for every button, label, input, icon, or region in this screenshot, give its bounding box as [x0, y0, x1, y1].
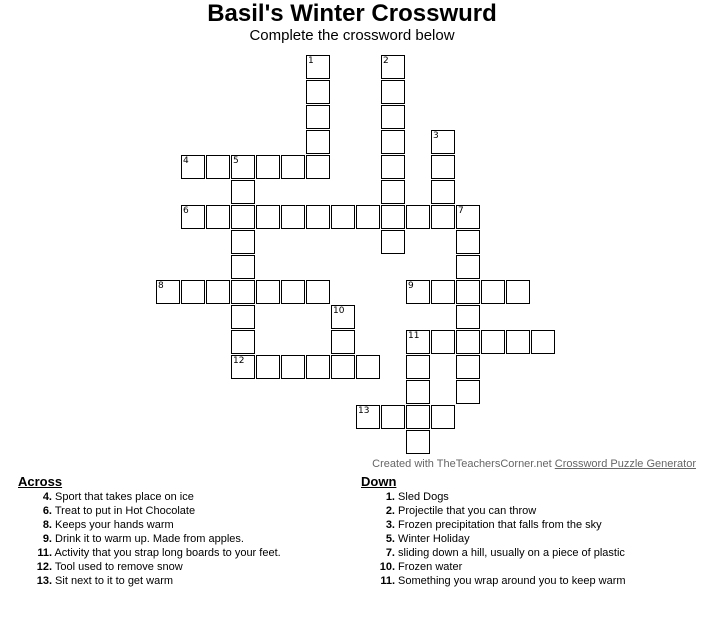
grid-cell[interactable]: [331, 205, 355, 229]
grid-cell[interactable]: [381, 55, 405, 79]
grid-cell[interactable]: [231, 255, 255, 279]
grid-cell[interactable]: [206, 155, 230, 179]
down-list: [361, 490, 626, 588]
clue-item-number: 1.: [385, 491, 395, 503]
clue-number: 7: [458, 206, 464, 216]
grid-cell[interactable]: [481, 330, 505, 354]
grid-cell[interactable]: [431, 130, 455, 154]
clue-item: [375, 574, 626, 588]
credit-line: [372, 458, 696, 470]
clue-item-number: 8.: [42, 519, 52, 531]
grid-cell[interactable]: [456, 305, 480, 329]
credit-text: Created with TheTeachersCorner.net: [372, 458, 552, 470]
clue-item-number: 12.: [36, 561, 52, 573]
grid-cell[interactable]: [306, 105, 330, 129]
clue-item: [32, 518, 281, 532]
clue-item-number: 9.: [42, 533, 52, 545]
grid-cell[interactable]: [381, 230, 405, 254]
clue-number: 10: [333, 306, 345, 316]
grid-cell[interactable]: [406, 380, 430, 404]
clue-item: [375, 518, 626, 532]
clue-number: 2: [383, 56, 389, 66]
grid-cell[interactable]: [281, 155, 305, 179]
grid-cell[interactable]: [256, 205, 280, 229]
clue-item-number: 6.: [42, 505, 52, 517]
grid-cell[interactable]: [406, 205, 430, 229]
grid-cell[interactable]: [456, 280, 480, 304]
clue-number: 12: [233, 356, 245, 366]
clue-item-number: 3.: [385, 519, 395, 531]
grid-cell[interactable]: [406, 405, 430, 429]
grid-cell[interactable]: [331, 330, 355, 354]
grid-cell[interactable]: [381, 205, 405, 229]
clue-number: 11: [408, 331, 420, 341]
clue-item-text: Activity that you strap long boards to your feet.: [52, 547, 281, 559]
clue-number: 5: [233, 156, 239, 166]
grid-cell[interactable]: [306, 280, 330, 304]
clue-item-text: Something you wrap around you to keep warm: [395, 575, 626, 587]
grid-cell[interactable]: [381, 405, 405, 429]
grid-cell[interactable]: [231, 180, 255, 204]
clue-item-text: Frozen water: [395, 561, 463, 573]
clue-item-text: Drink it to warm up. Made from apples.: [52, 533, 244, 545]
grid-cell[interactable]: [456, 355, 480, 379]
clue-item: [375, 560, 626, 574]
grid-cell[interactable]: [231, 305, 255, 329]
across-list: [18, 490, 281, 588]
clue-item-number: 7.: [385, 547, 395, 559]
grid-cell[interactable]: [456, 330, 480, 354]
grid-cell[interactable]: [231, 355, 255, 379]
clue-item-text: Winter Holiday: [395, 533, 470, 545]
across-clues: [18, 474, 281, 588]
grid-cell[interactable]: [456, 255, 480, 279]
grid-cell[interactable]: [431, 180, 455, 204]
clue-item: [375, 504, 626, 518]
grid-cell[interactable]: [331, 355, 355, 379]
grid-cell[interactable]: [531, 330, 555, 354]
grid-cell[interactable]: [406, 280, 430, 304]
grid-cell[interactable]: [281, 355, 305, 379]
page-subtitle: Complete the crossword below: [249, 27, 455, 44]
clue-item: [32, 546, 281, 560]
grid-cell[interactable]: [406, 330, 430, 354]
grid-cell[interactable]: [456, 230, 480, 254]
grid-cell[interactable]: [456, 205, 480, 229]
grid-cell[interactable]: [281, 205, 305, 229]
clue-item: [375, 490, 626, 504]
grid-cell[interactable]: [381, 180, 405, 204]
across-heading: Across: [18, 474, 63, 489]
grid-cell[interactable]: [456, 380, 480, 404]
grid-cell[interactable]: [306, 155, 330, 179]
grid-cell[interactable]: [181, 205, 205, 229]
grid-cell[interactable]: [281, 280, 305, 304]
clue-number: 9: [408, 281, 414, 291]
down-clues: [361, 474, 626, 588]
page-title: Basil's Winter Crosswurd: [207, 0, 497, 27]
clue-item-number: 4.: [42, 491, 52, 503]
grid-cell[interactable]: [306, 130, 330, 154]
clue-item-text: Sit next to it to get warm: [52, 575, 174, 587]
clue-item-text: Sport that takes place on ice: [52, 491, 194, 503]
grid-cell[interactable]: [431, 155, 455, 179]
clue-item-number: 11.: [37, 547, 52, 559]
grid-cell[interactable]: [431, 330, 455, 354]
clue-item: [375, 546, 626, 560]
grid-cell[interactable]: [231, 280, 255, 304]
grid-cell[interactable]: [181, 280, 205, 304]
clue-number: 3: [433, 131, 439, 141]
grid-cell[interactable]: [381, 130, 405, 154]
clue-item: [32, 490, 281, 504]
clue-item-text: sliding down a hill, usually on a piece of plastic: [395, 547, 625, 559]
clue-number: 1: [308, 56, 314, 66]
clue-item-number: 10.: [379, 561, 395, 573]
clue-item-number: 5.: [385, 533, 395, 545]
grid-cell[interactable]: [356, 205, 380, 229]
clue-item-text: Projectile that you can throw: [395, 505, 537, 517]
grid-cell[interactable]: [506, 280, 530, 304]
grid-cell[interactable]: [356, 355, 380, 379]
grid-cell[interactable]: [381, 105, 405, 129]
grid-cell[interactable]: [306, 80, 330, 104]
clue-item-number: 11.: [380, 575, 395, 587]
grid-cell[interactable]: [331, 305, 355, 329]
clue-item-number: 2.: [385, 505, 395, 517]
clue-item-text: Frozen precipitation that falls from the sky: [395, 519, 602, 531]
grid-cell[interactable]: [431, 405, 455, 429]
grid-cell[interactable]: [431, 280, 455, 304]
grid-cell[interactable]: [181, 155, 205, 179]
clue-item: [32, 560, 281, 574]
grid-cell[interactable]: [381, 80, 405, 104]
clue-number: 13: [358, 406, 370, 416]
grid-cell[interactable]: [156, 280, 180, 304]
grid-cell[interactable]: [256, 355, 280, 379]
clue-number: 6: [183, 206, 189, 216]
clue-item: [32, 504, 281, 518]
grid-cell[interactable]: [431, 205, 455, 229]
clue-item: [32, 532, 281, 546]
grid-cell[interactable]: [231, 230, 255, 254]
grid-cell[interactable]: [356, 405, 380, 429]
grid-cell[interactable]: [206, 205, 230, 229]
grid-cell[interactable]: [406, 355, 430, 379]
grid-cell[interactable]: [206, 280, 230, 304]
clue-item-text: Keeps your hands warm: [52, 519, 174, 531]
generator-link[interactable]: Crossword Puzzle Generator: [554, 458, 696, 470]
grid-cell[interactable]: [481, 280, 505, 304]
clue-number: 8: [158, 281, 164, 291]
grid-cell[interactable]: [306, 55, 330, 79]
down-heading: Down: [361, 474, 397, 489]
grid-cell[interactable]: [381, 155, 405, 179]
grid-cell[interactable]: [406, 430, 430, 454]
grid-cell[interactable]: [306, 355, 330, 379]
grid-cell[interactable]: [231, 330, 255, 354]
grid-cell[interactable]: [231, 205, 255, 229]
grid-cell[interactable]: [256, 155, 280, 179]
clue-item: [375, 532, 626, 546]
clue-item-number: 13.: [36, 575, 52, 587]
grid-cell[interactable]: [306, 205, 330, 229]
clue-number: 4: [183, 156, 189, 166]
grid-cell[interactable]: [506, 330, 530, 354]
clue-item-text: Sled Dogs: [395, 491, 449, 503]
clue-item-text: Treat to put in Hot Chocolate: [52, 505, 196, 517]
grid-cell[interactable]: [256, 280, 280, 304]
grid-cell[interactable]: [231, 155, 255, 179]
clue-item: [32, 574, 281, 588]
clue-item-text: Tool used to remove snow: [52, 561, 183, 573]
